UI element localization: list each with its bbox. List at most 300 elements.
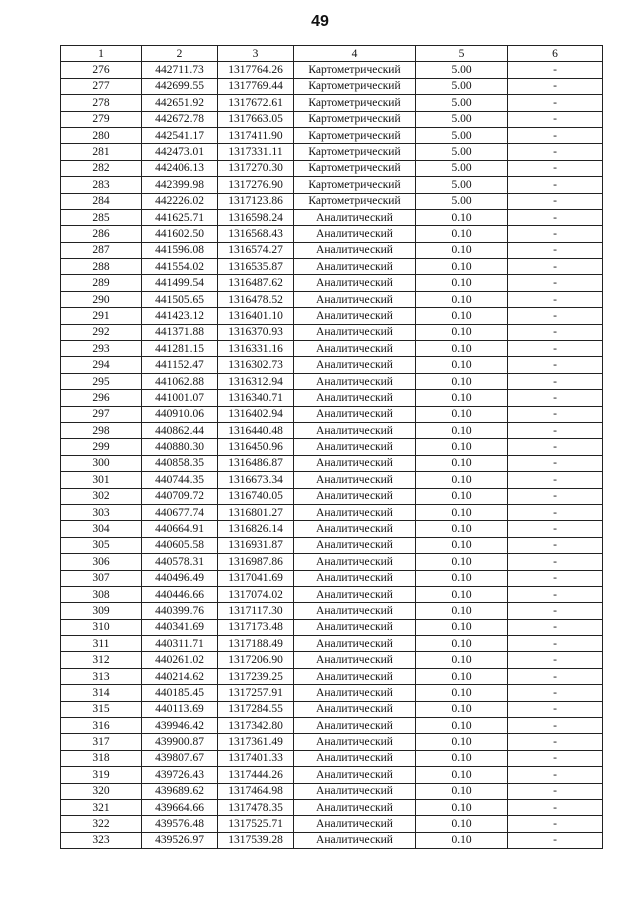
note-cell: - [508, 554, 603, 570]
y-coordinate-cell: 1317117.30 [218, 603, 294, 619]
note-cell: - [508, 734, 603, 750]
method-cell: Аналитический [294, 783, 416, 799]
x-coordinate-cell: 440664.91 [142, 521, 218, 537]
x-coordinate-cell: 440858.35 [142, 455, 218, 471]
x-coordinate-cell: 439726.43 [142, 767, 218, 783]
method-cell: Аналитический [294, 750, 416, 766]
table-row [61, 472, 603, 488]
coordinates-table [60, 45, 603, 849]
x-coordinate-cell: 441423.12 [142, 308, 218, 324]
x-coordinate-cell: 439664.66 [142, 799, 218, 815]
accuracy-cell: 0.10 [416, 701, 508, 717]
x-coordinate-cell: 440214.62 [142, 668, 218, 684]
y-coordinate-cell: 1316487.62 [218, 275, 294, 291]
note-cell: - [508, 242, 603, 258]
note-cell: - [508, 390, 603, 406]
table-row [61, 718, 603, 734]
point-number-cell: 321 [61, 799, 142, 815]
method-cell: Аналитический [294, 537, 416, 553]
point-number-cell: 285 [61, 209, 142, 225]
method-cell: Аналитический [294, 226, 416, 242]
accuracy-cell: 0.10 [416, 652, 508, 668]
note-cell: - [508, 701, 603, 717]
y-coordinate-cell: 1317276.90 [218, 177, 294, 193]
table-row [61, 734, 603, 750]
method-cell: Аналитический [294, 734, 416, 750]
accuracy-cell: 0.10 [416, 406, 508, 422]
table-row [61, 177, 603, 193]
y-coordinate-cell: 1317173.48 [218, 619, 294, 635]
point-number-cell: 304 [61, 521, 142, 537]
x-coordinate-cell: 441499.54 [142, 275, 218, 291]
accuracy-cell: 0.10 [416, 554, 508, 570]
x-coordinate-cell: 441602.50 [142, 226, 218, 242]
note-cell: - [508, 455, 603, 471]
table-row [61, 144, 603, 160]
accuracy-cell: 5.00 [416, 111, 508, 127]
point-number-cell: 295 [61, 373, 142, 389]
x-coordinate-cell: 440910.06 [142, 406, 218, 422]
accuracy-cell: 0.10 [416, 275, 508, 291]
y-coordinate-cell: 1317411.90 [218, 127, 294, 143]
table-row [61, 832, 603, 848]
y-coordinate-cell: 1317284.55 [218, 701, 294, 717]
point-number-cell: 313 [61, 668, 142, 684]
note-cell: - [508, 95, 603, 111]
accuracy-cell: 5.00 [416, 144, 508, 160]
method-cell: Аналитический [294, 422, 416, 438]
y-coordinate-cell: 1316340.71 [218, 390, 294, 406]
accuracy-cell: 0.10 [416, 226, 508, 242]
method-cell: Аналитический [294, 570, 416, 586]
note-cell: - [508, 373, 603, 389]
point-number-cell: 311 [61, 636, 142, 652]
method-cell: Аналитический [294, 668, 416, 684]
point-number-cell: 293 [61, 341, 142, 357]
method-cell: Картометрический [294, 144, 416, 160]
x-coordinate-cell: 440677.74 [142, 504, 218, 520]
y-coordinate-cell: 1316302.73 [218, 357, 294, 373]
table-row [61, 455, 603, 471]
point-number-cell: 305 [61, 537, 142, 553]
accuracy-cell: 0.10 [416, 783, 508, 799]
y-coordinate-cell: 1316440.48 [218, 422, 294, 438]
table-row [61, 226, 603, 242]
accuracy-cell: 0.10 [416, 570, 508, 586]
header-row [61, 46, 603, 62]
method-cell: Аналитический [294, 406, 416, 422]
note-cell: - [508, 144, 603, 160]
method-cell: Картометрический [294, 95, 416, 111]
y-coordinate-cell: 1316401.10 [218, 308, 294, 324]
accuracy-cell: 0.10 [416, 291, 508, 307]
y-coordinate-cell: 1317478.35 [218, 799, 294, 815]
accuracy-cell: 5.00 [416, 95, 508, 111]
x-coordinate-cell: 442541.17 [142, 127, 218, 143]
method-cell: Картометрический [294, 111, 416, 127]
y-coordinate-cell: 1317663.05 [218, 111, 294, 127]
y-coordinate-cell: 1317239.25 [218, 668, 294, 684]
y-coordinate-cell: 1316370.93 [218, 324, 294, 340]
y-coordinate-cell: 1317525.71 [218, 816, 294, 832]
point-number-cell: 323 [61, 832, 142, 848]
column-header: 5 [416, 46, 508, 62]
method-cell: Аналитический [294, 586, 416, 602]
accuracy-cell: 0.10 [416, 390, 508, 406]
table-row [61, 554, 603, 570]
point-number-cell: 310 [61, 619, 142, 635]
method-cell: Аналитический [294, 341, 416, 357]
y-coordinate-cell: 1317769.44 [218, 78, 294, 94]
point-number-cell: 315 [61, 701, 142, 717]
y-coordinate-cell: 1316826.14 [218, 521, 294, 537]
note-cell: - [508, 636, 603, 652]
x-coordinate-cell: 439576.48 [142, 816, 218, 832]
accuracy-cell: 0.10 [416, 767, 508, 783]
method-cell: Аналитический [294, 603, 416, 619]
x-coordinate-cell: 439689.62 [142, 783, 218, 799]
accuracy-cell: 0.10 [416, 439, 508, 455]
note-cell: - [508, 750, 603, 766]
point-number-cell: 303 [61, 504, 142, 520]
x-coordinate-cell: 439946.42 [142, 718, 218, 734]
method-cell: Аналитический [294, 816, 416, 832]
note-cell: - [508, 832, 603, 848]
accuracy-cell: 0.10 [416, 537, 508, 553]
x-coordinate-cell: 440446.66 [142, 586, 218, 602]
note-cell: - [508, 259, 603, 275]
x-coordinate-cell: 441505.65 [142, 291, 218, 307]
method-cell: Аналитический [294, 504, 416, 520]
table-row [61, 95, 603, 111]
point-number-cell: 282 [61, 160, 142, 176]
x-coordinate-cell: 439807.67 [142, 750, 218, 766]
y-coordinate-cell: 1317539.28 [218, 832, 294, 848]
table-row [61, 603, 603, 619]
note-cell: - [508, 62, 603, 78]
table-row [61, 488, 603, 504]
y-coordinate-cell: 1317074.02 [218, 586, 294, 602]
method-cell: Аналитический [294, 373, 416, 389]
table-row [61, 308, 603, 324]
note-cell: - [508, 357, 603, 373]
point-number-cell: 288 [61, 259, 142, 275]
note-cell: - [508, 799, 603, 815]
column-header: 6 [508, 46, 603, 62]
point-number-cell: 302 [61, 488, 142, 504]
accuracy-cell: 0.10 [416, 324, 508, 340]
table-row [61, 406, 603, 422]
note-cell: - [508, 603, 603, 619]
method-cell: Аналитический [294, 291, 416, 307]
note-cell: - [508, 193, 603, 209]
note-cell: - [508, 619, 603, 635]
note-cell: - [508, 177, 603, 193]
point-number-cell: 281 [61, 144, 142, 160]
accuracy-cell: 0.10 [416, 504, 508, 520]
x-coordinate-cell: 442672.78 [142, 111, 218, 127]
accuracy-cell: 0.10 [416, 422, 508, 438]
point-number-cell: 307 [61, 570, 142, 586]
accuracy-cell: 0.10 [416, 373, 508, 389]
table-row [61, 62, 603, 78]
x-coordinate-cell: 440578.31 [142, 554, 218, 570]
x-coordinate-cell: 440709.72 [142, 488, 218, 504]
y-coordinate-cell: 1317331.11 [218, 144, 294, 160]
y-coordinate-cell: 1316402.94 [218, 406, 294, 422]
point-number-cell: 279 [61, 111, 142, 127]
y-coordinate-cell: 1316740.05 [218, 488, 294, 504]
method-cell: Аналитический [294, 685, 416, 701]
accuracy-cell: 0.10 [416, 472, 508, 488]
point-number-cell: 314 [61, 685, 142, 701]
y-coordinate-cell: 1317123.86 [218, 193, 294, 209]
y-coordinate-cell: 1316478.52 [218, 291, 294, 307]
accuracy-cell: 0.10 [416, 685, 508, 701]
point-number-cell: 320 [61, 783, 142, 799]
accuracy-cell: 0.10 [416, 816, 508, 832]
y-coordinate-cell: 1317401.33 [218, 750, 294, 766]
note-cell: - [508, 406, 603, 422]
accuracy-cell: 0.10 [416, 521, 508, 537]
y-coordinate-cell: 1316331.16 [218, 341, 294, 357]
accuracy-cell: 0.10 [416, 357, 508, 373]
table-header [61, 46, 603, 62]
point-number-cell: 291 [61, 308, 142, 324]
table-row [61, 209, 603, 225]
x-coordinate-cell: 439900.87 [142, 734, 218, 750]
table-row [61, 816, 603, 832]
page-number: 49 [311, 13, 329, 30]
y-coordinate-cell: 1317464.98 [218, 783, 294, 799]
method-cell: Аналитический [294, 455, 416, 471]
point-number-cell: 296 [61, 390, 142, 406]
note-cell: - [508, 472, 603, 488]
y-coordinate-cell: 1316987.86 [218, 554, 294, 570]
y-coordinate-cell: 1316801.27 [218, 504, 294, 520]
point-number-cell: 322 [61, 816, 142, 832]
table-row [61, 275, 603, 291]
accuracy-cell: 0.10 [416, 586, 508, 602]
table-body [61, 62, 603, 849]
x-coordinate-cell: 439526.97 [142, 832, 218, 848]
y-coordinate-cell: 1316535.87 [218, 259, 294, 275]
accuracy-cell: 5.00 [416, 62, 508, 78]
accuracy-cell: 5.00 [416, 127, 508, 143]
accuracy-cell: 5.00 [416, 193, 508, 209]
y-coordinate-cell: 1317444.26 [218, 767, 294, 783]
method-cell: Аналитический [294, 767, 416, 783]
method-cell: Аналитический [294, 275, 416, 291]
method-cell: Аналитический [294, 242, 416, 258]
table-row [61, 799, 603, 815]
point-number-cell: 280 [61, 127, 142, 143]
x-coordinate-cell: 441625.71 [142, 209, 218, 225]
accuracy-cell: 0.10 [416, 832, 508, 848]
point-number-cell: 297 [61, 406, 142, 422]
method-cell: Аналитический [294, 488, 416, 504]
method-cell: Аналитический [294, 701, 416, 717]
x-coordinate-cell: 440399.76 [142, 603, 218, 619]
note-cell: - [508, 308, 603, 324]
note-cell: - [508, 783, 603, 799]
table-row [61, 701, 603, 717]
method-cell: Картометрический [294, 127, 416, 143]
x-coordinate-cell: 440341.69 [142, 619, 218, 635]
method-cell: Аналитический [294, 799, 416, 815]
x-coordinate-cell: 441001.07 [142, 390, 218, 406]
table-row [61, 619, 603, 635]
note-cell: - [508, 111, 603, 127]
table-row [61, 439, 603, 455]
accuracy-cell: 0.10 [416, 603, 508, 619]
note-cell: - [508, 341, 603, 357]
note-cell: - [508, 324, 603, 340]
table-row [61, 259, 603, 275]
accuracy-cell: 0.10 [416, 209, 508, 225]
point-number-cell: 277 [61, 78, 142, 94]
point-number-cell: 286 [61, 226, 142, 242]
method-cell: Аналитический [294, 619, 416, 635]
x-coordinate-cell: 442226.02 [142, 193, 218, 209]
note-cell: - [508, 685, 603, 701]
method-cell: Картометрический [294, 160, 416, 176]
point-number-cell: 284 [61, 193, 142, 209]
point-number-cell: 300 [61, 455, 142, 471]
table-row [61, 160, 603, 176]
table-row [61, 636, 603, 652]
table-row [61, 193, 603, 209]
x-coordinate-cell: 441062.88 [142, 373, 218, 389]
method-cell: Картометрический [294, 62, 416, 78]
x-coordinate-cell: 441152.47 [142, 357, 218, 373]
point-number-cell: 317 [61, 734, 142, 750]
x-coordinate-cell: 442399.98 [142, 177, 218, 193]
y-coordinate-cell: 1316598.24 [218, 209, 294, 225]
accuracy-cell: 0.10 [416, 750, 508, 766]
accuracy-cell: 0.10 [416, 259, 508, 275]
note-cell: - [508, 78, 603, 94]
point-number-cell: 308 [61, 586, 142, 602]
y-coordinate-cell: 1316574.27 [218, 242, 294, 258]
point-number-cell: 319 [61, 767, 142, 783]
point-number-cell: 316 [61, 718, 142, 734]
column-header: 2 [142, 46, 218, 62]
point-number-cell: 318 [61, 750, 142, 766]
accuracy-cell: 0.10 [416, 455, 508, 471]
accuracy-cell: 0.10 [416, 341, 508, 357]
method-cell: Аналитический [294, 636, 416, 652]
method-cell: Картометрический [294, 193, 416, 209]
y-coordinate-cell: 1317206.90 [218, 652, 294, 668]
note-cell: - [508, 160, 603, 176]
table-row [61, 537, 603, 553]
accuracy-cell: 0.10 [416, 799, 508, 815]
x-coordinate-cell: 442711.73 [142, 62, 218, 78]
accuracy-cell: 5.00 [416, 177, 508, 193]
x-coordinate-cell: 440311.71 [142, 636, 218, 652]
table-row [61, 111, 603, 127]
x-coordinate-cell: 440605.58 [142, 537, 218, 553]
accuracy-cell: 5.00 [416, 78, 508, 94]
note-cell: - [508, 537, 603, 553]
accuracy-cell: 0.10 [416, 718, 508, 734]
note-cell: - [508, 127, 603, 143]
table-row [61, 521, 603, 537]
note-cell: - [508, 291, 603, 307]
y-coordinate-cell: 1317672.61 [218, 95, 294, 111]
method-cell: Аналитический [294, 308, 416, 324]
note-cell: - [508, 816, 603, 832]
note-cell: - [508, 209, 603, 225]
table-row [61, 357, 603, 373]
table-row [61, 324, 603, 340]
method-cell: Аналитический [294, 324, 416, 340]
point-number-cell: 301 [61, 472, 142, 488]
table-row [61, 570, 603, 586]
method-cell: Аналитический [294, 832, 416, 848]
point-number-cell: 298 [61, 422, 142, 438]
table-row [61, 242, 603, 258]
y-coordinate-cell: 1317041.69 [218, 570, 294, 586]
table-row [61, 390, 603, 406]
method-cell: Картометрический [294, 78, 416, 94]
note-cell: - [508, 504, 603, 520]
x-coordinate-cell: 442473.01 [142, 144, 218, 160]
table-row [61, 750, 603, 766]
method-cell: Аналитический [294, 472, 416, 488]
table-row [61, 668, 603, 684]
point-number-cell: 278 [61, 95, 142, 111]
x-coordinate-cell: 441596.08 [142, 242, 218, 258]
table-row [61, 783, 603, 799]
table-row [61, 586, 603, 602]
note-cell: - [508, 570, 603, 586]
accuracy-cell: 5.00 [416, 160, 508, 176]
table-row [61, 767, 603, 783]
y-coordinate-cell: 1316673.34 [218, 472, 294, 488]
point-number-cell: 287 [61, 242, 142, 258]
note-cell: - [508, 652, 603, 668]
accuracy-cell: 0.10 [416, 488, 508, 504]
x-coordinate-cell: 441371.88 [142, 324, 218, 340]
y-coordinate-cell: 1317188.49 [218, 636, 294, 652]
x-coordinate-cell: 440880.30 [142, 439, 218, 455]
x-coordinate-cell: 440862.44 [142, 422, 218, 438]
table-row [61, 341, 603, 357]
method-cell: Аналитический [294, 357, 416, 373]
table-row [61, 78, 603, 94]
method-cell: Аналитический [294, 554, 416, 570]
y-coordinate-cell: 1317764.26 [218, 62, 294, 78]
x-coordinate-cell: 442699.55 [142, 78, 218, 94]
accuracy-cell: 0.10 [416, 734, 508, 750]
x-coordinate-cell: 442651.92 [142, 95, 218, 111]
x-coordinate-cell: 441554.02 [142, 259, 218, 275]
note-cell: - [508, 668, 603, 684]
y-coordinate-cell: 1316312.94 [218, 373, 294, 389]
method-cell: Аналитический [294, 521, 416, 537]
accuracy-cell: 0.10 [416, 636, 508, 652]
column-header: 3 [218, 46, 294, 62]
x-coordinate-cell: 440185.45 [142, 685, 218, 701]
y-coordinate-cell: 1317342.80 [218, 718, 294, 734]
method-cell: Аналитический [294, 439, 416, 455]
table-row [61, 373, 603, 389]
x-coordinate-cell: 440113.69 [142, 701, 218, 717]
method-cell: Аналитический [294, 209, 416, 225]
method-cell: Аналитический [294, 718, 416, 734]
